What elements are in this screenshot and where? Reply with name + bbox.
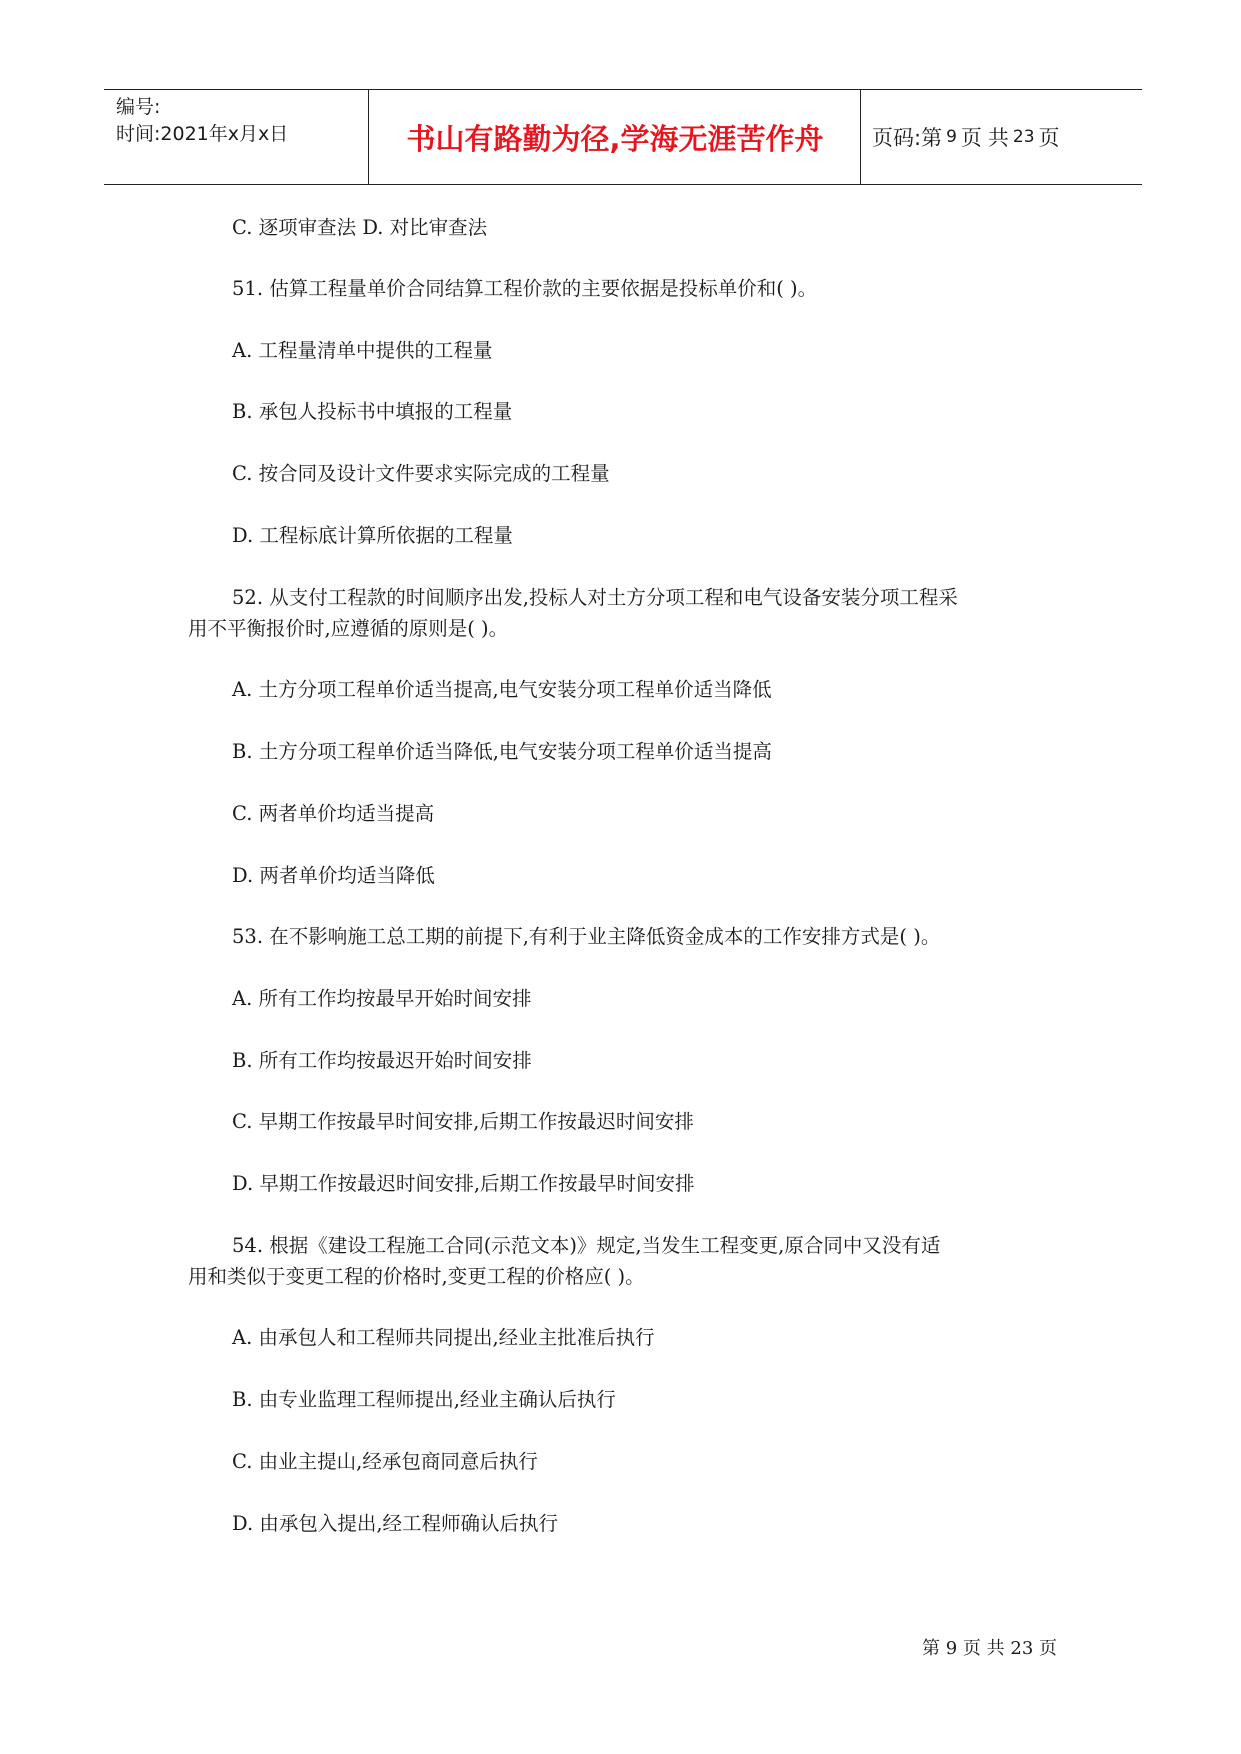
header-motto: 书山有路勤为径,学海无涯苦作舟	[406, 121, 824, 156]
header-page-total: 23	[1012, 127, 1035, 147]
page-header	[104, 89, 1142, 185]
option-line: C. 按合同及设计文件要求实际完成的工程量	[232, 462, 610, 485]
option-line: A. 工程量清单中提供的工程量	[232, 339, 493, 362]
header-number-label: 编号:	[116, 96, 161, 118]
option-line: C. 逐项审查法 D. 对比审查法	[232, 216, 488, 239]
header-page-number	[872, 90, 1060, 184]
header-page-current: 9	[946, 127, 957, 147]
question-line: 53. 在不影响施工总工期的前提下,有利于业主降低资金成本的工作安排方式是( )。	[232, 925, 941, 948]
option-line: B. 所有工作均按最迟开始时间安排	[232, 1049, 532, 1072]
question-line: 用和类似于变更工程的价格时,变更工程的价格应( )。	[188, 1265, 645, 1288]
question-line: 用不平衡报价时,应遵循的原则是( )。	[188, 617, 509, 640]
option-line: D. 工程标底计算所依据的工程量	[232, 524, 513, 547]
option-line: D. 早期工作按最迟时间安排,后期工作按最早时间安排	[232, 1172, 695, 1195]
page-footer: 第 9 页 共 23 页	[922, 1638, 1057, 1659]
header-divider	[860, 90, 861, 184]
option-line: C. 两者单价均适当提高	[232, 802, 435, 825]
header-page-total-prefix: 共	[987, 126, 1009, 150]
header-divider	[368, 90, 369, 184]
option-line: A. 由承包人和工程师共同提出,经业主批准后执行	[232, 1326, 655, 1349]
question-line: 51. 估算工程量单价合同结算工程价款的主要依据是投标单价和( )。	[232, 277, 818, 300]
option-line: A. 土方分项工程单价适当提高,电气安装分项工程单价适当降低	[232, 678, 772, 701]
option-line: B. 承包人投标书中填报的工程量	[232, 400, 513, 423]
option-line: D. 由承包入提出,经工程师确认后执行	[232, 1512, 559, 1535]
header-page-suffix: 页	[1038, 126, 1060, 150]
header-meta	[116, 94, 368, 148]
header-time-label: 时间:2021年x月x日	[116, 123, 289, 145]
option-line: C. 由业主提山,经承包商同意后执行	[232, 1450, 538, 1473]
option-line: B. 土方分项工程单价适当降低,电气安装分项工程单价适当提高	[232, 740, 772, 763]
header-page-mid: 页	[960, 126, 982, 150]
option-line: C. 早期工作按最早时间安排,后期工作按最迟时间安排	[232, 1110, 694, 1133]
header-page-prefix: 页码:第	[872, 126, 943, 150]
option-line: B. 由专业监理工程师提出,经业主确认后执行	[232, 1388, 616, 1411]
option-line: A. 所有工作均按最早开始时间安排	[232, 987, 532, 1010]
option-line: D. 两者单价均适当降低	[232, 864, 435, 887]
question-line: 54. 根据《建设工程施工合同(示范文本)》规定,当发生工程变更,原合同中又没有适	[232, 1234, 941, 1257]
question-line: 52. 从支付工程款的时间顺序出发,投标人对土方分项工程和电气设备安装分项工程采	[232, 586, 958, 609]
